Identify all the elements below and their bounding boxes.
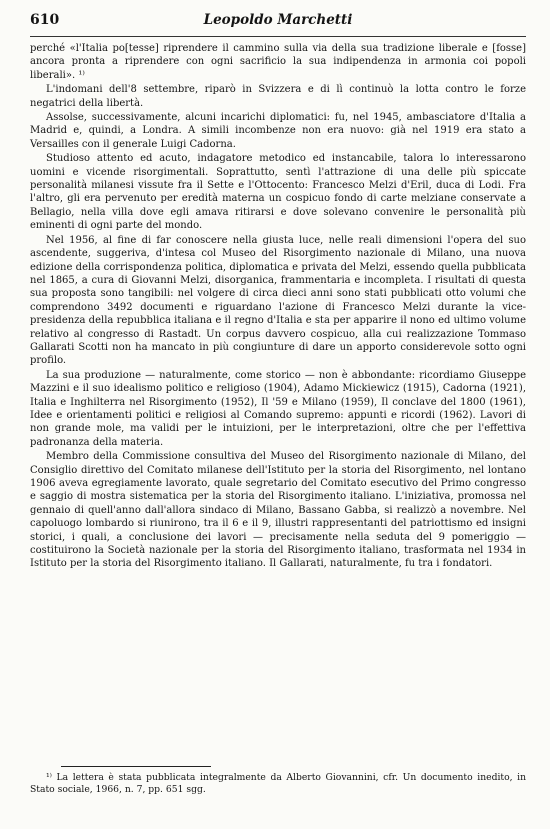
paragraph: Assolse, successivamente, alcuni incarichi diplomatici: fu, nel 1945, ambasciatore d'Italia a Madrid e, quindi, a Londra. A simili incombenze non era nuovo: già nel 1919 era stato a Versailles con il generale Luigi Cadorna. [30, 112, 526, 150]
paragraph: La sua produzione — naturalmente, come storico — non è abbondante: ricordiamo Giuseppe Mazzini e il suo idealismo politico e religioso (1904), Adamo Mickiewicz (1915), Cadorna (1921), Italia e Inghilterra nel Risorgimento (1952), Il '59 e Milano (1959), Il conclave del 1800 (1961), Idee e orientamenti politici e religiosi al Comando supremo: appunti e ricordi (1962). Lavori di non grande mole, ma validi per le intuizioni, per le interpretazioni, oltre che per l'effettiva padronanza della materia. [30, 369, 526, 448]
footnote: ¹⁾ La lettera è stata pubblicata integralmente da Alberto Giovannini, cfr. Un documento inedito, in Stato sociale, 1966, n. 7, pp. 651 sgg. [30, 772, 526, 796]
paragraph: Membro della Commissione consultiva del Museo del Risorgimento nazionale di Milano, del Consiglio direttivo del Comitato milanese dell'Istituto per la storia del Risorgimento, nel lontano 1906 aveva egregiamente lavorato, quale segretario del Comitato esecutivo del Primo congresso e saggio di mostra sistematica per la storia del Risorgimento italiano. L'iniziativa, promossa nel gennaio di quell'anno dall'allora sindaco di Milano, Bassano Gabba, si realizzò a novembre. Nel capoluogo lombardo si riunirono, tra il 6 e il 9, illustri rappresentanti del patriottismo ed insigni storici, i quali, a conclusione dei lavori — precisamente nella seduta del 9 pomeriggio — costituirono la Società nazionale per la storia del Risorgimento italiano, trasformata nel 1934 in Istituto per la storia del Risorgimento italiano. Il Gallarati, naturalmente, fu tra i fondatori. [30, 451, 526, 570]
running-head: Leopoldo Marchetti [203, 12, 353, 28]
page-header [30, 12, 526, 32]
paragraph: L'indomani dell'8 settembre, riparò in Svizzera e di lì continuò la lotta contro le forze negatrici della libertà. [30, 84, 526, 109]
paragraph: perché «l'Italia po[tesse] riprendere il cammino sulla via della sua tradizione liberale e [fosse] ancora pronta a riprendere con ogni sacrificio la sua indipendenza in armonia coi popoli liberali». ¹⁾ [30, 43, 526, 81]
page-number: 610 [30, 12, 60, 28]
paragraph: Nel 1956, al fine di far conoscere nella giusta luce, nelle reali dimensioni l'opera del suo ascendente, suggeriva, d'intesa col Museo del Risorgimento nazionale di Milano, una nuova edizione della corrispondenza politica, diplomatica e privata del Melzi, essendo quella pubblicata nel 1865, a cura di Giovanni Melzi, disorganica, frammentaria e incompleta. I risultati di questa sua proposta sono tangibili: nel volgere di circa dieci anni sono stati pubblicati otto volumi che comprendono 3492 documenti e riguardano l'azione di Francesco Melzi durante la vice-presidenza della repubblica italiana e il regno d'Italia e sta per apparire il nono ed ultimo volume relativo al congresso di Rastadt. Un corpus davvero cospicuo, alla cui realizzazione Tommaso Gallarati Scotti non ha mancato in più congiunture di dare un apporto considerevole sotto ogni profilo. [30, 234, 526, 367]
header-rule [30, 36, 526, 37]
paragraph: Studioso attento ed acuto, indagatore metodico ed instancabile, talora lo interessarono uomini e vicende risorgimentali. Soprattutto, sentì l'attrazione di una delle più spiccate personalità milanesi vissute fra il Sette e l'Ottocento: Francesco Melzi d'Eril, duca di Lodi. Fra l'altro, gli era pervenuto per eredità materna un cospicuo fondo di carte melziane conservate a Bellagio, nella villa dove egli amava ritirarsi e dove solevano convenire le personalità più eminenti di ogni parte del mondo. [30, 153, 526, 232]
footnote-rule [61, 766, 211, 767]
body-text [30, 42, 526, 572]
